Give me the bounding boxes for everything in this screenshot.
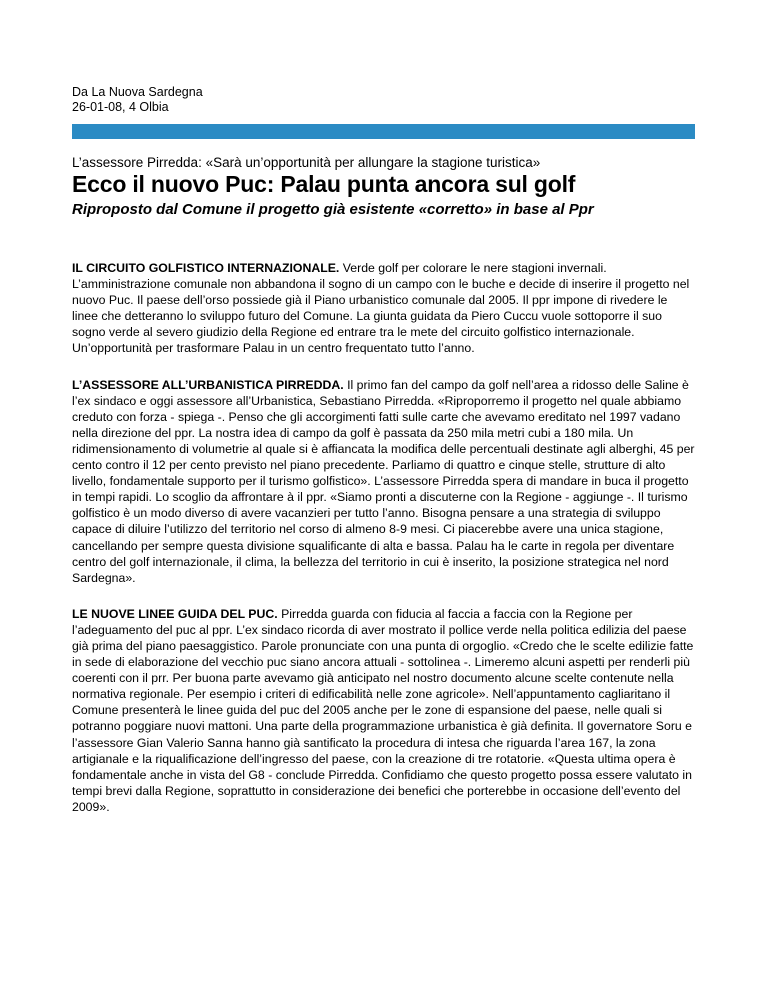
paragraph-linee-guida: [72, 606, 696, 815]
article-headline: Ecco il nuovo Puc: Palau punta ancora sul golf: [72, 171, 576, 197]
paragraph-lead: LE NUOVE LINEE GUIDA DEL PUC.: [72, 606, 278, 621]
paragraph-text: Il primo fan del campo da golf nell’area a ridosso delle Saline è l’ex sindaco e oggi assessore all’Urbanistica, Sebastiano Pirredda. «Riproporremo il progetto nel quale abbiamo creduto con forza - spiega -. Penso che gli accorgimenti fatti sulle carte che avevamo ereditato nel 1997 vadano nella direzione del ppr. La nostra idea di campo da golf è passata da 250 mila metri cubi a 180 mila. Un ridimensionamento di volumetrie al quale si è affiancata la modifica delle percentuali destinate agli alberghi, 45 per cento contro il 12 per cento previsto nel piano precedente. Parliamo di quattro e cinque stelle, strutture di alto livello, fondamentale supporto per il turismo golfistico». L’assessore Pirredda spera di mandare in buca il progetto in tempi rapidi. Lo scoglio da affrontare à il ppr. «Siamo pronti a discuterne con la Regione - aggiunge -. Il turismo golfistico è un modo diverso di avere vacanzieri per tutto l’anno. Bisogna pensare a una strategia di sviluppo capace di diluire l’utilizzo del territorio nel corso di almeno 8-9 mesi. Ci piacerebbe avere una unica stagione, cancellando per sempre questa divisione squalificante di alta e bassa. Palau ha le carte in regola per diventare centro del golf internazionale, il clima, la bellezza del territorio in cui è inserito, la posizione strategica nel nord Sardegna».: [72, 377, 695, 585]
paragraph-assessore: [72, 377, 696, 586]
paragraph-lead: IL CIRCUITO GOLFISTICO INTERNAZIONALE.: [72, 261, 340, 275]
article-kicker: L’assessore Pirredda: «Sarà un’opportunità per allungare la stagione turistica»: [72, 155, 541, 170]
article-subhead: Riproposto dal Comune il progetto già esistente «corretto» in base al Ppr: [72, 201, 594, 218]
source-publication: Da La Nuova Sardegna: [72, 85, 203, 99]
paragraph-lead: L’ASSESSORE ALL’URBANISTICA PIRREDDA.: [72, 377, 344, 392]
banner-bar: [72, 124, 695, 139]
paragraph-text: Verde golf per colorare le nere stagioni invernali. L’amministrazione comunale non abbandona il sogno di un campo con le buche e decide di inserire il progetto nel nuovo Puc. Il paese dell’orso possiede già il Piano urbanistico comunale dal 2005. Il ppr impone di rivedere le linee che detteranno lo sviluppo futuro del Comune. La giunta guidata da Piero Cuccu vuole sottoporre il suo sogno verde al severo giudizio della Regione ed entrare tra le mete del circuito golfistico internazionale. Un’opportunità per trasformare Palau in un centro frequentato tutto l’anno.: [72, 261, 690, 356]
article-body: [72, 260, 696, 835]
paragraph-circuito: [72, 260, 696, 357]
source-date-section: 26-01-08, 4 Olbia: [72, 100, 169, 114]
source-info: [72, 85, 203, 115]
paragraph-text: Pirredda guarda con fiducia al faccia a faccia con la Regione per l’adeguamento del puc al ppr. L’ex sindaco ricorda di aver mostrato il pollice verde nella politica edilizia del paese già prima del piano paesaggistico. Parole pronunciate con una punta di orgoglio. «Credo che le scelte edilizie fatte in sede di elaborazione del vecchio puc siano ancora attuali - sottolinea -. Limeremo alcuni aspetti per renderli più coerenti con il prr. Per buona parte avevamo già anticipato nel nostro documento alcune scelte contenute nella normativa regionale. Per esempio i criteri di edificabilità nelle zone agricole». Nell’appuntamento cagliaritano il Comune presenterà le linee guida del puc del 2005 anche per le zone di espansione del paese, nelle quali si potranno poggiare nuovi mattoni. Una parte della programmazione urbanistica è già definita. Il governatore Soru e l’assessore Gian Valerio Sanna hanno già santificato la procedura di intesa che riguarda l’area 167, la zona artigianale e la riqualificazione dell’ingresso del paese, con la creazione di tre rotatorie. «Questa ultima opera è fondamentale anche in vista del G8 - conclude Pirredda. Confidiamo che questo progetto possa essere valutato in tempi brevi dalla Regione, soprattutto in considerazione dei benefici che porterebbe in occasione dell’evento del 2009».: [72, 606, 694, 814]
